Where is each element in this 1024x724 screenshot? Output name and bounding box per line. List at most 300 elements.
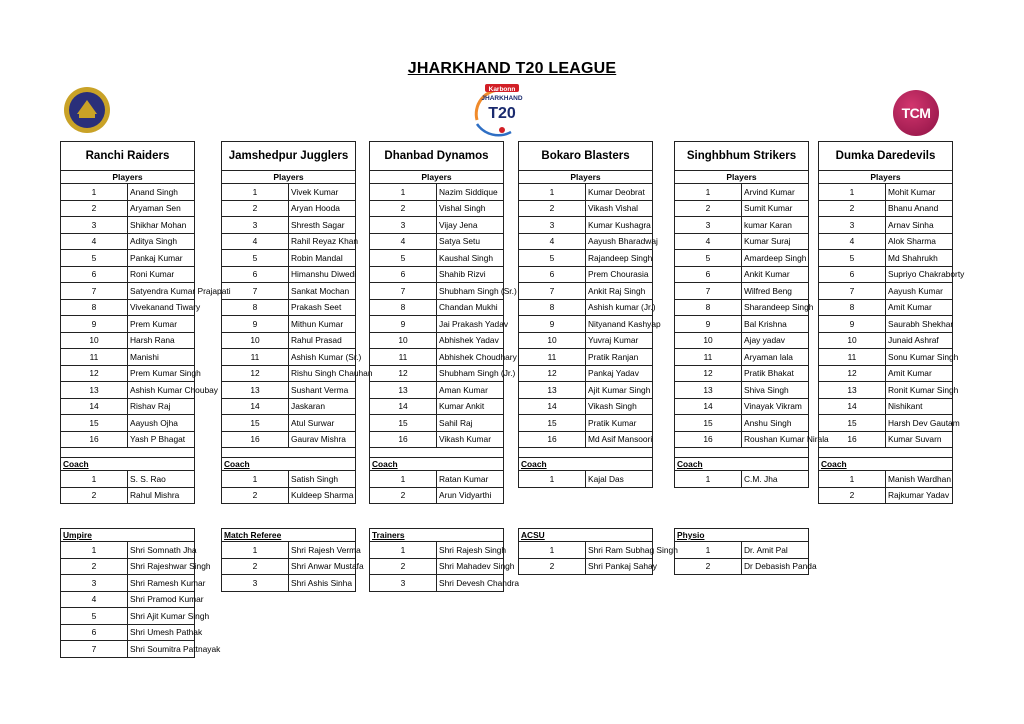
player-name: Kumar Ankit <box>437 398 504 415</box>
row-number: 9 <box>61 316 128 333</box>
table-row <box>370 217 504 234</box>
official-name: Shri Ramesh Kumar <box>128 575 195 592</box>
player-name: Rahil Reyaz Khan <box>289 233 356 250</box>
table-row <box>370 283 504 300</box>
player-name: Aayush Kumar <box>886 283 953 300</box>
table-row <box>370 398 504 415</box>
players-header: Players <box>519 171 653 184</box>
player-name: Harsh Rana <box>128 332 195 349</box>
player-name: Anand Singh <box>128 184 195 201</box>
table-row <box>519 316 653 333</box>
table-row <box>61 316 195 333</box>
player-name: Vikash Vishal <box>586 200 653 217</box>
table-row <box>370 415 504 432</box>
row-number: 2 <box>61 200 128 217</box>
row-number: 7 <box>519 283 586 300</box>
row-number: 13 <box>222 382 289 399</box>
player-name: Ashish Kumar (Sr.) <box>289 349 356 366</box>
row-number: 4 <box>222 233 289 250</box>
row-number: 2 <box>370 558 437 575</box>
player-name: Satyendra Kumar Prajapati <box>128 283 195 300</box>
table-row <box>675 542 809 559</box>
row-number: 2 <box>675 558 742 575</box>
table-row <box>519 431 653 448</box>
row-number: 6 <box>370 266 437 283</box>
team-table <box>369 141 517 504</box>
logo-t20-text: T20 <box>488 105 516 122</box>
player-name: Shresth Sagar <box>289 217 356 234</box>
table-row <box>675 283 809 300</box>
row-number: 1 <box>370 184 437 201</box>
spacer-row <box>519 448 653 458</box>
official-header: Umpire <box>61 529 195 542</box>
table-row <box>61 641 195 658</box>
row-number: 16 <box>819 431 886 448</box>
row-number: 16 <box>61 431 128 448</box>
table-row <box>675 398 809 415</box>
player-name: Aayush Ojha <box>128 415 195 432</box>
player-name: Rajandeep Singh <box>586 250 653 267</box>
table-row <box>61 332 195 349</box>
official-name: Shri Rajesh Singh <box>437 542 504 559</box>
row-number: 3 <box>819 217 886 234</box>
row-number: 13 <box>819 382 886 399</box>
table-row <box>519 415 653 432</box>
player-name: Nazim Siddique <box>437 184 504 201</box>
player-name: Satya Setu <box>437 233 504 250</box>
player-name: Abhishek Yadav <box>437 332 504 349</box>
official-name: Shri Rajesh Verma <box>289 542 356 559</box>
official-name: Shri Anwar Mustafa <box>289 558 356 575</box>
table-row <box>819 332 953 349</box>
table-row <box>675 431 809 448</box>
player-name: Pankaj Kumar <box>128 250 195 267</box>
coach-header: Coach <box>519 458 653 471</box>
row-number: 4 <box>519 233 586 250</box>
player-name: Rishav Raj <box>128 398 195 415</box>
official-table <box>518 528 678 575</box>
tcm-logo: TCM <box>893 90 939 136</box>
row-number: 7 <box>222 283 289 300</box>
row-number: 5 <box>675 250 742 267</box>
player-name: Mithun Kumar <box>289 316 356 333</box>
player-name: Roushan Kumar Nirala <box>742 431 809 448</box>
table-row <box>519 382 653 399</box>
official-header: Trainers <box>370 529 504 542</box>
row-number: 14 <box>222 398 289 415</box>
table-row <box>675 299 809 316</box>
player-name: Aditya Singh <box>128 233 195 250</box>
table-row <box>370 542 504 559</box>
team-name: Singhbhum Strikers <box>675 142 809 171</box>
player-name: Kumar Deobrat <box>586 184 653 201</box>
player-name: Vivek Kumar <box>289 184 356 201</box>
row-number: 1 <box>675 542 742 559</box>
player-name: Aryan Hooda <box>289 200 356 217</box>
table-row <box>61 575 195 592</box>
row-number: 9 <box>675 316 742 333</box>
player-name: Yuvraj Kumar <box>586 332 653 349</box>
table-row <box>819 382 953 399</box>
table-row <box>61 299 195 316</box>
table-row <box>370 575 504 592</box>
official-name: Shri Mahadev Singh <box>437 558 504 575</box>
row-number: 1 <box>61 471 128 488</box>
row-number: 11 <box>819 349 886 366</box>
row-number: 9 <box>819 316 886 333</box>
table-row <box>819 365 953 382</box>
row-number: 4 <box>819 233 886 250</box>
spacer-row <box>819 448 953 458</box>
official-name: Shri Umesh Pathak <box>128 624 195 641</box>
player-name: Amardeep Singh <box>742 250 809 267</box>
row-number: 2 <box>370 487 437 504</box>
row-number: 10 <box>222 332 289 349</box>
row-number: 3 <box>370 217 437 234</box>
player-name: Arvind Kumar <box>742 184 809 201</box>
table-row <box>222 575 356 592</box>
row-number: 8 <box>675 299 742 316</box>
coach-header: Coach <box>222 458 356 471</box>
table-row <box>675 382 809 399</box>
official-name: Dr. Amit Pal <box>742 542 809 559</box>
team-name: Bokaro Blasters <box>519 142 653 171</box>
row-number: 7 <box>370 283 437 300</box>
table-row <box>675 233 809 250</box>
row-number: 13 <box>675 382 742 399</box>
row-number: 2 <box>519 200 586 217</box>
table-row <box>819 471 953 488</box>
row-number: 2 <box>370 200 437 217</box>
row-number: 15 <box>819 415 886 432</box>
official-table <box>369 528 520 592</box>
row-number: 6 <box>819 266 886 283</box>
table-row <box>519 283 653 300</box>
coach-name: C.M. Jha <box>742 471 809 488</box>
player-name: Shubham Singh (Jr.) <box>437 365 504 382</box>
row-number: 8 <box>819 299 886 316</box>
table-row <box>819 250 953 267</box>
row-number: 2 <box>61 487 128 504</box>
table-row <box>61 233 195 250</box>
row-number: 3 <box>61 217 128 234</box>
player-name: Harsh Dev Gautam <box>886 415 953 432</box>
table-row <box>370 233 504 250</box>
row-number: 13 <box>519 382 586 399</box>
table-row <box>675 558 809 575</box>
table-row <box>819 316 953 333</box>
player-name: Manishi <box>128 349 195 366</box>
table-row <box>675 250 809 267</box>
player-name: Ashish kumar (Jr.) <box>586 299 653 316</box>
player-name: Mohit Kumar <box>886 184 953 201</box>
table-row <box>222 283 356 300</box>
logo-name-text: JHARKHAND <box>481 95 523 102</box>
player-name: Vivekanand Tiwary <box>128 299 195 316</box>
player-name: Vinayak Vikram <box>742 398 809 415</box>
row-number: 14 <box>370 398 437 415</box>
row-number: 15 <box>61 415 128 432</box>
table-row <box>222 415 356 432</box>
player-name: Nishikant <box>886 398 953 415</box>
team-name: Jamshedpur Jugglers <box>222 142 356 171</box>
official-header: Match Referee <box>222 529 356 542</box>
player-name: Pankaj Yadav <box>586 365 653 382</box>
player-name: Vijay Jena <box>437 217 504 234</box>
player-name: Aryaman Sen <box>128 200 195 217</box>
table-row <box>222 349 356 366</box>
table-row <box>222 382 356 399</box>
player-name: Ajay yadav <box>742 332 809 349</box>
row-number: 1 <box>370 471 437 488</box>
row-number: 5 <box>370 250 437 267</box>
table-row <box>222 217 356 234</box>
table-row <box>675 349 809 366</box>
players-header: Players <box>819 171 953 184</box>
row-number: 3 <box>222 217 289 234</box>
table-row <box>222 184 356 201</box>
player-name: Jaskaran <box>289 398 356 415</box>
table-row <box>519 299 653 316</box>
player-name: Ankit Raj Singh <box>586 283 653 300</box>
jsca-logo <box>63 86 111 134</box>
player-name: Shiva Singh <box>742 382 809 399</box>
row-number: 15 <box>370 415 437 432</box>
player-name: Shahib Rizvi <box>437 266 504 283</box>
row-number: 6 <box>675 266 742 283</box>
row-number: 9 <box>519 316 586 333</box>
coach-name: Kajal Das <box>586 471 653 488</box>
table-row <box>675 332 809 349</box>
table-row <box>61 542 195 559</box>
player-name: Prem Chourasia <box>586 266 653 283</box>
player-name: Yash P Bhagat <box>128 431 195 448</box>
table-row <box>370 558 504 575</box>
row-number: 12 <box>675 365 742 382</box>
row-number: 6 <box>519 266 586 283</box>
table-row <box>61 624 195 641</box>
table-row <box>370 299 504 316</box>
player-name: Vikash Kumar <box>437 431 504 448</box>
player-name: Sharandeep Singh <box>742 299 809 316</box>
row-number: 16 <box>222 431 289 448</box>
table-row <box>61 487 195 504</box>
player-name: Junaid Ashraf <box>886 332 953 349</box>
row-number: 11 <box>370 349 437 366</box>
row-number: 2 <box>519 558 586 575</box>
team-name: Dhanbad Dynamos <box>370 142 504 171</box>
official-name: Shri Ram Subhag Singh <box>586 542 653 559</box>
player-name: Pratik Bhakat <box>742 365 809 382</box>
table-row <box>61 431 195 448</box>
table-row <box>222 316 356 333</box>
row-number: 3 <box>519 217 586 234</box>
table-row <box>819 200 953 217</box>
row-number: 16 <box>675 431 742 448</box>
table-row <box>370 200 504 217</box>
row-number: 9 <box>370 316 437 333</box>
row-number: 11 <box>519 349 586 366</box>
coach-name: Arun Vidyarthi <box>437 487 504 504</box>
table-row <box>519 558 653 575</box>
row-number: 4 <box>370 233 437 250</box>
table-row <box>61 200 195 217</box>
player-name: Ajit Kumar Singh <box>586 382 653 399</box>
official-name: Shri Soumitra Pattnayak <box>128 641 195 658</box>
player-name: Ashish Kumar Choubay <box>128 382 195 399</box>
table-row <box>519 217 653 234</box>
table-row <box>370 316 504 333</box>
table-row <box>370 266 504 283</box>
row-number: 1 <box>519 542 586 559</box>
row-number: 12 <box>519 365 586 382</box>
coach-name: Ratan Kumar <box>437 471 504 488</box>
row-number: 1 <box>370 542 437 559</box>
table-row <box>222 233 356 250</box>
table-row <box>61 217 195 234</box>
table-row <box>222 299 356 316</box>
player-name: Aayush Bharadwaj <box>586 233 653 250</box>
team-table <box>518 141 661 488</box>
coach-name: Satish Singh <box>289 471 356 488</box>
team-table <box>674 141 829 488</box>
table-row <box>61 471 195 488</box>
players-header: Players <box>222 171 356 184</box>
row-number: 6 <box>61 624 128 641</box>
row-number: 10 <box>61 332 128 349</box>
table-row <box>819 266 953 283</box>
official-header: ACSU <box>519 529 653 542</box>
player-name: Abhishek Choudhary <box>437 349 504 366</box>
table-row <box>519 233 653 250</box>
row-number: 11 <box>222 349 289 366</box>
table-row <box>519 250 653 267</box>
table-row <box>519 266 653 283</box>
official-name: Dr Debasish Panda <box>742 558 809 575</box>
coach-name: Rajkumar Yadav <box>886 487 953 504</box>
player-name: Saurabh Shekhar <box>886 316 953 333</box>
table-row <box>370 332 504 349</box>
table-row <box>819 217 953 234</box>
row-number: 2 <box>222 200 289 217</box>
player-name: Sankat Mochan <box>289 283 356 300</box>
player-name: Atul Surwar <box>289 415 356 432</box>
spacer-row <box>675 448 809 458</box>
row-number: 5 <box>61 608 128 625</box>
table-row <box>819 415 953 432</box>
row-number: 1 <box>61 542 128 559</box>
player-name: Arnav Sinha <box>886 217 953 234</box>
table-row <box>61 266 195 283</box>
table-row <box>61 382 195 399</box>
table-row <box>222 250 356 267</box>
official-name: Shri Pramod Kumar <box>128 591 195 608</box>
row-number: 10 <box>819 332 886 349</box>
row-number: 9 <box>222 316 289 333</box>
table-row <box>222 487 356 504</box>
row-number: 2 <box>819 487 886 504</box>
team-table <box>818 141 965 504</box>
official-name: Shri Devesh Chandra <box>437 575 504 592</box>
player-name: Sumit Kumar <box>742 200 809 217</box>
players-header: Players <box>370 171 504 184</box>
table-row <box>61 283 195 300</box>
table-row <box>370 431 504 448</box>
table-row <box>675 184 809 201</box>
row-number: 14 <box>675 398 742 415</box>
table-row <box>222 431 356 448</box>
table-row <box>370 184 504 201</box>
player-name: Sushant Verma <box>289 382 356 399</box>
coach-header: Coach <box>370 458 504 471</box>
page-title: JHARKHAND T20 LEAGUE <box>407 60 617 77</box>
row-number: 10 <box>370 332 437 349</box>
row-number: 1 <box>222 471 289 488</box>
table-row <box>222 200 356 217</box>
player-name: Supriyo Chakraborty <box>886 266 953 283</box>
player-name: Vishal Singh <box>437 200 504 217</box>
row-number: 5 <box>61 250 128 267</box>
official-table <box>674 528 817 575</box>
player-name: kumar Karan <box>742 217 809 234</box>
table-row <box>675 471 809 488</box>
table-row <box>370 250 504 267</box>
spacer-row <box>61 448 195 458</box>
spacer-row <box>370 448 504 458</box>
official-name: Shri Rajeshwar Singh <box>128 558 195 575</box>
coach-header: Coach <box>675 458 809 471</box>
row-number: 4 <box>675 233 742 250</box>
row-number: 7 <box>61 283 128 300</box>
official-table <box>60 528 221 658</box>
table-row <box>370 365 504 382</box>
official-name: Shri Ajit Kumar Singh <box>128 608 195 625</box>
table-row <box>222 558 356 575</box>
coach-name: Manish Wardhan <box>886 471 953 488</box>
row-number: 4 <box>61 591 128 608</box>
table-row <box>819 398 953 415</box>
player-name: Bal Krishna <box>742 316 809 333</box>
official-name: Shri Somnath Jha <box>128 542 195 559</box>
row-number: 2 <box>819 200 886 217</box>
row-number: 1 <box>675 184 742 201</box>
row-number: 6 <box>222 266 289 283</box>
official-name: Shri Pankaj Sahay <box>586 558 653 575</box>
logo-brand-text: Karbonn <box>488 86 516 93</box>
player-name: Prem Kumar <box>128 316 195 333</box>
row-number: 1 <box>819 184 886 201</box>
table-row <box>61 558 195 575</box>
table-row <box>222 398 356 415</box>
row-number: 16 <box>519 431 586 448</box>
player-name: Sonu Kumar Singh <box>886 349 953 366</box>
table-row <box>61 608 195 625</box>
table-row <box>519 471 653 488</box>
player-name: Gaurav Mishra <box>289 431 356 448</box>
table-row <box>61 398 195 415</box>
table-row <box>675 266 809 283</box>
row-number: 3 <box>370 575 437 592</box>
player-name: Aryaman lala <box>742 349 809 366</box>
row-number: 1 <box>222 184 289 201</box>
player-name: Kaushal Singh <box>437 250 504 267</box>
row-number: 14 <box>519 398 586 415</box>
table-row <box>519 542 653 559</box>
players-header: Players <box>61 171 195 184</box>
row-number: 8 <box>519 299 586 316</box>
player-name: Himanshu Diwedi <box>289 266 356 283</box>
official-table <box>221 528 364 592</box>
